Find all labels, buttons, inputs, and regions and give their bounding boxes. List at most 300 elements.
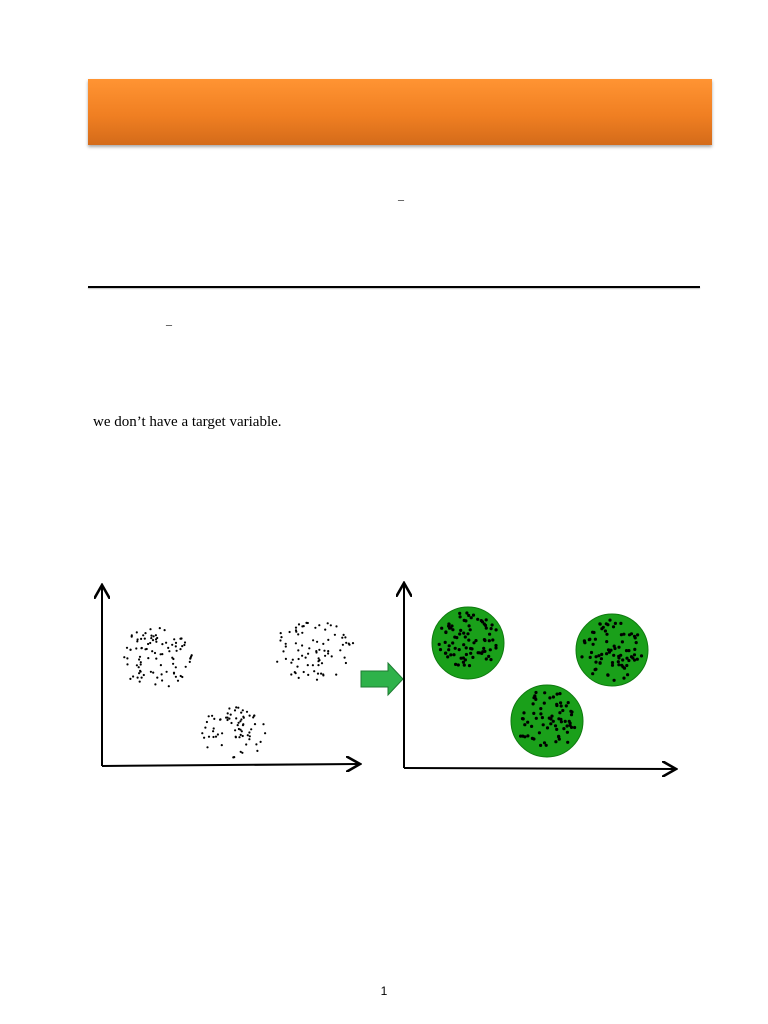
scatter-point [153, 635, 155, 637]
scatter-point [305, 657, 307, 659]
scatter-point [175, 676, 177, 678]
cluster-point [558, 692, 561, 695]
scatter-point [228, 718, 230, 720]
cluster-point [489, 658, 492, 661]
cluster-point [465, 611, 468, 614]
scatter-point [150, 637, 152, 639]
scatter-point [307, 664, 309, 666]
scatter-point [344, 636, 346, 638]
scatter-point [160, 664, 162, 666]
scatter-point [242, 735, 244, 737]
cluster-point [550, 715, 553, 718]
scatter-point [280, 632, 282, 634]
scatter-point [317, 673, 319, 675]
cluster-point [617, 656, 620, 659]
scatter-point [322, 673, 324, 675]
scatter-point [161, 673, 163, 675]
scatter-point [177, 680, 179, 682]
scatter-point [342, 644, 344, 646]
scatter-point [168, 685, 170, 687]
cluster-point [464, 619, 467, 622]
scatter-point [253, 714, 255, 716]
scatter-point [312, 639, 314, 641]
cluster-point [606, 623, 609, 626]
cluster-point [588, 638, 591, 641]
cluster-point [534, 698, 537, 701]
cluster-point [556, 693, 559, 696]
scatter-point [137, 638, 139, 640]
cluster-point [625, 664, 628, 667]
cluster-point [470, 616, 473, 619]
scatter-point [141, 647, 143, 649]
scatter-point [289, 631, 291, 633]
cluster-point [522, 717, 525, 720]
cluster-point [541, 716, 544, 719]
header-banner [88, 79, 712, 145]
scatter-point [147, 657, 149, 659]
cluster-point [483, 650, 486, 653]
scatter-point [151, 650, 153, 652]
cluster-point [447, 648, 450, 651]
cluster-point [608, 619, 611, 622]
scatter-point [230, 714, 232, 716]
cluster-point [591, 672, 594, 675]
scatter-point [297, 633, 299, 635]
cluster-point [612, 625, 615, 628]
cluster-point [554, 740, 557, 743]
cluster-point [462, 661, 465, 664]
cluster-point [549, 722, 552, 725]
cluster-point [487, 655, 490, 658]
scatter-point [201, 732, 203, 734]
scatter-point [144, 638, 146, 640]
scatter-point [146, 648, 148, 650]
scatter-point [295, 642, 297, 644]
scatter-point [189, 658, 191, 660]
scatter-point [132, 675, 134, 677]
cluster-point [621, 658, 624, 661]
cluster-point [444, 631, 447, 634]
scatter-point [138, 672, 140, 674]
cluster-circle-1 [432, 607, 504, 679]
scatter-point [245, 743, 247, 745]
scatter-point [248, 731, 250, 733]
body-sentence: we don’t have a target variable. [93, 414, 282, 430]
cluster-point [554, 724, 557, 727]
scatter-point [323, 650, 325, 652]
scatter-point [254, 723, 256, 725]
cluster-point [559, 701, 562, 704]
scatter-point [175, 666, 177, 668]
scatter-point [301, 625, 303, 627]
page-number: 1 [380, 984, 388, 998]
scatter-point [327, 652, 329, 654]
scatter-point [149, 642, 151, 644]
cluster-point [491, 623, 494, 626]
scatter-point [155, 658, 157, 660]
scatter-point [181, 676, 183, 678]
scatter-point [343, 634, 345, 636]
scatter-point [330, 624, 332, 626]
scatter-point [298, 658, 300, 660]
cluster-point [600, 627, 603, 630]
cluster-point [543, 691, 546, 694]
scatter-point [139, 656, 141, 658]
scatter-point [248, 738, 250, 740]
scatter-point [226, 719, 228, 721]
scatter-point [318, 659, 320, 661]
scatter-point [166, 671, 168, 673]
cluster-point [543, 741, 546, 744]
scatter-point [247, 734, 249, 736]
scatter-point [242, 724, 244, 726]
scatter-point [130, 649, 132, 651]
scatter-point [226, 717, 228, 719]
scatter-point [318, 649, 320, 651]
cluster-point [608, 651, 611, 654]
cluster-point [589, 656, 592, 659]
cluster-point [451, 628, 454, 631]
scatter-point [140, 671, 142, 673]
scatter-point [316, 641, 318, 643]
cluster-point [617, 663, 620, 666]
scatter-point [307, 653, 309, 655]
cluster-point [604, 629, 607, 632]
scatter-point [285, 643, 287, 645]
cluster-point [636, 658, 639, 661]
scatter-point [164, 629, 166, 631]
scatter-point [155, 638, 157, 640]
cluster-point [568, 720, 571, 723]
scatter-point [172, 658, 174, 660]
cluster-point [594, 638, 597, 641]
scatter-point [301, 655, 303, 657]
cluster-point [539, 712, 542, 715]
cluster-point [552, 720, 555, 723]
scatter-point [285, 658, 287, 660]
scatter-point [136, 631, 138, 633]
cluster-point [625, 657, 628, 660]
scatter-point [322, 643, 324, 645]
scatter-point [318, 624, 320, 626]
scatter-point [172, 663, 174, 665]
scatter-point [348, 643, 350, 645]
cluster-point [463, 664, 466, 667]
cluster-point [471, 656, 474, 659]
cluster-point [526, 721, 529, 724]
scatter-point [154, 683, 156, 685]
cluster-point [630, 655, 633, 658]
scatter-point [320, 673, 322, 675]
scatter-point [147, 643, 149, 645]
cluster-point [480, 619, 483, 622]
scatter-point [144, 632, 146, 634]
cluster-point [485, 657, 488, 660]
scatter-point [292, 659, 294, 661]
scatter-point [155, 641, 157, 643]
scatter-point [280, 636, 282, 638]
scatter-point [126, 657, 128, 659]
scatter-point [317, 664, 319, 666]
scatter-point [149, 628, 151, 630]
cluster-point [450, 624, 453, 627]
cluster-point [490, 627, 493, 630]
scatter-point [141, 677, 143, 679]
scatter-point [152, 672, 154, 674]
cluster-point [465, 653, 468, 656]
scatter-point [240, 751, 242, 753]
scatter-point [238, 736, 240, 738]
scatter-point [211, 715, 213, 717]
scatter-point [344, 657, 346, 659]
scatter-point [240, 734, 242, 736]
cluster-point [561, 709, 564, 712]
scatter-point [335, 674, 337, 676]
scatter-point [341, 637, 343, 639]
cluster-point [613, 679, 616, 682]
cluster-point [438, 643, 441, 646]
cluster-point [444, 652, 447, 655]
scatter-point [241, 730, 243, 732]
cluster-point [611, 661, 614, 664]
scatter-point [183, 644, 185, 646]
cluster-point [566, 741, 569, 744]
cluster-point [605, 652, 608, 655]
scatter-point [167, 647, 169, 649]
cluster-point [474, 639, 477, 642]
scatter-point [184, 641, 186, 643]
scatter-point [156, 677, 158, 679]
cluster-point [566, 724, 569, 727]
scatter-point [217, 733, 219, 735]
cluster-point [491, 638, 494, 641]
cluster-point [594, 668, 597, 671]
cluster-point [439, 648, 442, 651]
scatter-point [143, 674, 145, 676]
cluster-point [539, 744, 542, 747]
cluster-point [622, 633, 625, 636]
scatter-point [137, 677, 139, 679]
cluster-point [495, 628, 498, 631]
cluster-point [619, 622, 622, 625]
cluster-point [546, 726, 549, 729]
scatter-point [324, 629, 326, 631]
scatter-point [237, 707, 239, 709]
cluster-point [605, 640, 608, 643]
left-panel [102, 587, 358, 766]
cluster-point [566, 731, 569, 734]
scatter-point [215, 736, 217, 738]
scatter-point [327, 639, 329, 641]
scatter-point [181, 645, 183, 647]
cluster-point [530, 725, 533, 728]
cluster-point [628, 633, 631, 636]
cluster-point [552, 695, 555, 698]
cluster-point [523, 723, 526, 726]
scatter-point [295, 672, 297, 674]
cluster-point [453, 636, 456, 639]
scatter-point [150, 635, 152, 637]
dash-fragment-1: – [398, 192, 404, 206]
scatter-point [155, 634, 157, 636]
scatter-point [321, 662, 323, 664]
scatter-point [160, 653, 162, 655]
cluster-point [597, 654, 600, 657]
scatter-point [165, 642, 167, 644]
cluster-point [636, 633, 639, 636]
transition-arrow-icon [361, 663, 403, 695]
cluster-point [462, 632, 465, 635]
cluster-point [605, 633, 608, 636]
cluster-point [464, 635, 467, 638]
scatter-point [206, 746, 208, 748]
scatter-point [204, 727, 206, 729]
scatter-point [221, 744, 223, 746]
cluster-point [592, 643, 595, 646]
cluster-point [590, 651, 593, 654]
cluster-point [619, 654, 622, 657]
scatter-point [138, 658, 140, 660]
cluster-point [570, 713, 573, 716]
cluster-point [534, 691, 537, 694]
cluster-point [448, 644, 451, 647]
scatter-point [298, 623, 300, 625]
cluster-point [562, 727, 565, 730]
dash-fragment-2: – [166, 317, 172, 331]
cluster-point [538, 731, 541, 734]
cluster-point [600, 653, 603, 656]
scatter-point [312, 664, 314, 666]
scatter-point [352, 642, 354, 644]
cluster-point [564, 720, 567, 723]
cluster-point [548, 696, 551, 699]
cluster-point [494, 644, 497, 647]
cluster-point [625, 649, 628, 652]
scatter-point [327, 650, 329, 652]
scatter-point [123, 656, 125, 658]
cluster-point [558, 711, 561, 714]
scatter-point [212, 730, 214, 732]
cluster-point [476, 618, 479, 621]
scatter-point [154, 652, 156, 654]
scatter-point [252, 716, 254, 718]
scatter-point [129, 678, 131, 680]
scatter-point [142, 634, 144, 636]
cluster-point [454, 663, 457, 666]
scatter-point [171, 644, 173, 646]
scatter-point [152, 639, 154, 641]
scatter-point [230, 722, 232, 724]
left-x-axis [102, 764, 358, 766]
cluster-point [482, 647, 485, 650]
scatter-point [234, 709, 236, 711]
cluster-point [440, 627, 443, 630]
cluster-point [592, 631, 595, 634]
cluster-point [598, 622, 601, 625]
scatter-point [203, 737, 205, 739]
scatter-point [255, 743, 257, 745]
scatter-point [140, 661, 142, 663]
cluster-point [519, 735, 522, 738]
cluster-point [483, 622, 486, 625]
cluster-point [468, 664, 471, 667]
cluster-point [560, 720, 563, 723]
scatter-point [227, 712, 229, 714]
cluster-point [626, 673, 629, 676]
cluster-point [468, 624, 471, 627]
scatter-point [250, 728, 252, 730]
cluster-point [446, 655, 449, 658]
scatter-point [345, 662, 347, 664]
scatter-point [140, 638, 142, 640]
scatter-point [191, 654, 193, 656]
scatter-point [235, 717, 237, 719]
scatter-point [234, 729, 236, 731]
scatter-point [308, 647, 310, 649]
cluster-point [458, 648, 461, 651]
scatter-point [285, 645, 287, 647]
scatter-point [335, 625, 337, 627]
cluster-point [640, 654, 643, 657]
scatter-point [126, 647, 128, 649]
cluster-point [465, 646, 468, 649]
cluster-point [580, 655, 583, 658]
scatter-point [237, 724, 239, 726]
scatter-point [264, 732, 266, 734]
scatter-point [232, 756, 234, 758]
cluster-point [483, 639, 486, 642]
scatter-point [331, 655, 333, 657]
scatter-point [290, 662, 292, 664]
cluster-point [458, 612, 461, 615]
scatter-point [208, 736, 210, 738]
scatter-point [345, 642, 347, 644]
cluster-point [600, 657, 603, 660]
scatter-point [295, 627, 297, 629]
scatter-point [212, 736, 214, 738]
cluster-point [595, 655, 598, 658]
clustering-figure [88, 575, 688, 790]
scatter-point [168, 650, 170, 652]
cluster-point [447, 622, 450, 625]
cluster-point [570, 726, 573, 729]
cluster-point [617, 646, 620, 649]
cluster-point [543, 702, 546, 705]
scatter-point [161, 643, 163, 645]
scatter-point [240, 712, 242, 714]
cluster-point [462, 643, 465, 646]
clustering-illustration-icon [88, 575, 688, 790]
scatter-point [301, 632, 303, 634]
scatter-point [256, 750, 258, 752]
scatter-point [140, 663, 142, 665]
cluster-point [558, 738, 561, 741]
scatter-point [290, 673, 292, 675]
cluster-point [449, 653, 452, 656]
scatter-point [173, 638, 175, 640]
cluster-point [560, 704, 563, 707]
scatter-point [139, 681, 141, 683]
cluster-point [469, 628, 472, 631]
cluster-point [458, 632, 461, 635]
cluster-point [485, 627, 488, 630]
cluster-point [460, 657, 463, 660]
scatter-point [324, 655, 326, 657]
cluster-point [621, 640, 624, 643]
cluster-point [565, 704, 568, 707]
scatter-point [179, 638, 181, 640]
cluster-point [594, 661, 597, 664]
